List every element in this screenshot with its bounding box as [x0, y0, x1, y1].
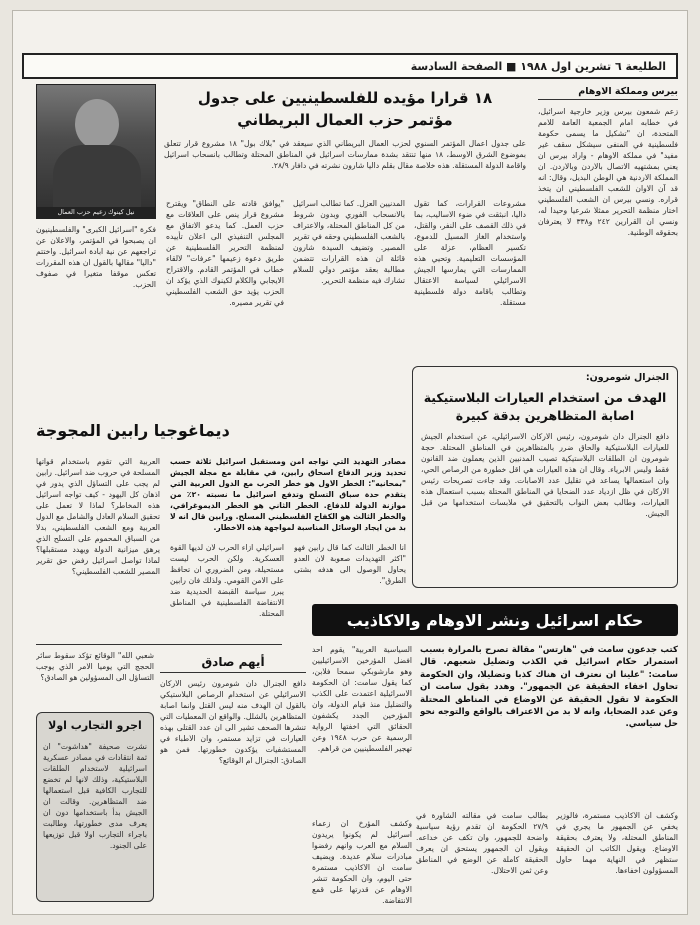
sidebar-illusions	[538, 84, 678, 358]
salaries-headline: اجرو التجارب اولا	[48, 719, 142, 732]
shomron-headline-2: اصابة المتظاهرين بدقة كبيرة	[455, 408, 635, 423]
main-story-body-1: على جدول اعمال المؤتمر السنوي لحزب العمال البريطاني الذي سيعقد في "بلاك بول" ١٨ مشروع قرار تتعلق بموضوع الشرق الاوسط، ١٨ منها تنتقد بشدة ممارسات اسرائيل في المناطق المحتلة وتطالب بانسحاب اسرائيل واقامة الدولة المستقلة. هذه خلاصة مقال بقلم داليا شارون نشرته في دافار ٢٨/٩.	[164, 139, 526, 170]
main-story-body-3: المدنيين العزل. كما تطالب اسرائيل بالانسحاب الفوري وبدون شروط من كل المناطق المحتلة، والاعتراف بالشعب الفلسطيني وحقه في تقرير المصير. وتضيف السيدة شارون قائلة ان هذه القرارات تتضمن مطالبة بعقد مؤتمر دولي للسلام تشارك فيه منظمة التحرير.	[293, 199, 405, 285]
main-story-body-5: فكرة "اسرائيل الكبرى" والفلسطينيون ان يصبحوا في المؤتمر، والاعلان عن تراجعهم عن نية ابادة اسرائيل. واختتم "داليا" مقالها بالقول ان هذه المقررات تعكس موقفا متغيرا في صفوف الحزب.	[36, 225, 156, 289]
salaries-box	[36, 712, 154, 902]
shomron-box	[412, 366, 678, 588]
shomron-body: دافع الجنرال دان شومرون، رئيس الاركان الاسرائيلي، عن استخدام الجيش للعيارات البلاستيكية والحاق ضرر بالمتظاهرين في المناطق المحتلة. حجة شومرون ان الطلقات البلاستيكية تصيب المدنيين الذين يعملون ضد القانون فقط وليس الابرياء. وقال ان هذه العيارات هي اقل خطورة من الرصاص الحي، وان استعمالها يساعد في تقليل عدد الاصابات. وقد جاءت تصريحات رئيس الاركان في ظل ازدياد عدد الضحايا في المناطق المحتلة بسبب استعمال هذه العيارات، وطالب بعض النواب بالتحقيق في ملابسات استخدامها من قبل الجيش.	[421, 432, 669, 518]
main-story	[160, 88, 530, 388]
rulers-body-3: بطالب سامت في مقالته الشاورة في ٢٧/٩ الحكومة ان تقدم رؤية سياسية واضحة للجمهور، وان تكف عن خداعه. ويقول ان الجمهور يستحق ان يعرف الحقيقة كاملة عن الوضع في المناطق وعن ثمن الاحتلال.	[416, 811, 548, 875]
rabin-body-1: انا الخطر الثالث كما قال رابين فهو "اكثر التهديدات صعوبة لان العدو يحاول الوصول الى هدفه بشتى الطرق".	[294, 543, 406, 585]
running-header-text: الطليعة ٦ تشرين اول ١٩٨٨ ■ الصفحة السادسة	[410, 59, 666, 73]
photo-caption: نيل كينوك زعيم حزب العمال	[37, 207, 155, 218]
rulers-banner	[312, 604, 678, 636]
page-running-header	[22, 53, 678, 79]
bottom-story-body: وكشف ان الاكاذيب مستمرة، فالوزير يخفي عن الجمهور ما يجري في المناطق المحتلة، ولا يعترف بحقيقة الاوضاع. ويقول الكاتب ان الحقيقة ستظهر في النهاية مهما حاول المسؤولون اخفاءها.	[556, 811, 678, 875]
alert-headline: أيهم صادق	[160, 654, 306, 673]
salaries-body: نشرت صحيفة "هداشوت" ان ثمة انتقادات في مصادر عسكرية اسرائيلية لاستخدام الطلقات البلاستيكية، وذلك لانها لم تخضع للتجارب الكافية قبل استعمالها ضد المتظاهرين. وقالت ان الجيش بدأ باستخدامها دون ان يعرف مدى خطورتها، وطالبت باجراء التجارب اولا قبل توزيعها على الجنود.	[43, 742, 147, 850]
photo-figure-body	[53, 145, 141, 215]
rabin-body-2: العربية التي تقوم باستخدام قواتها المسلحة في حروب ضد اسرائيل. رابين لم يجب على التساؤل الذي يدور في اذهان كل اليهود - كيف تواجه اسرائيل هذه المخاطر؟ لماذا لا تعمل على تحقيق السلام العادل والشامل مع الدول العربية ومع الشعب الفلسطيني، بدلا من السباق المحموم على التسلح الذي يرهق ميزانية الدولة ويهدد مستقبلها؟ لماذا تواصل اسرائيل رفض حق تقرير المصير للشعب الفلسطيني؟	[36, 457, 160, 576]
main-story-headline-1: ١٨ قرارا مؤيده للفلسطينيين على جدول	[197, 89, 493, 107]
rulers-body-1: السياسية العربية" يقوم احد افضل المؤرخين الاسرائيليين وهو مارشوبكي سمحا فلابن، كما يقول سامت: ان الحكومة الاسرائيلية اعتمدت على الكذب والتضليل منذ قيام الدولة، وان المؤرخين الجدد يكشفون الحقائق التي اخفتها الرواية الرسمية عن حرب ١٩٤٨ وعن تهجير الفلسطينيين من قراهم.	[312, 645, 412, 753]
shomron-label: الجنرال شومرون:	[585, 372, 669, 383]
main-story-headline-2: مؤتمر حزب العمال البريطاني	[237, 111, 453, 129]
rabin-body-3: اسرائيلي ازاء الحرب لان لديها القوة العسكرية. ولكن الحرب ليست مستحيلة، ومن الضروري ان تحافظ على الامن القومي. ولذلك فان رابين يبرر سياسة القبضة الحديدية ضد الانتفاضة الفلسطينية في المناطق المحتلة.	[170, 543, 284, 618]
sidebar-illusions-body: زعم شمعون بيرس وزير خارجية اسرائيل، في خطابه امام الجمعية العامة للامم المتحدة، ان "تشكيل ما يسمى حكومة فلسطينية في المنفى سيشكل سقف غير مفيد" في مملكة الاوهام - واراد بيرس ان يعني بمشتهيه الاتصال بالاردن وبالاردن. ان المملكة الاردنية هي الوطن البديل، وقال: انه قد آن الاوان للشعب الفلسطيني ان يتخذ قراره. ونسي بيرس ان الشعب الفلسطيني اختار منظمة التحرير ممثلا شرعيا وحيدا له، ونسي ان القرارين ٢٤٢ و٣٣٨ لا يعترفان بحقوقه الوطنية.	[538, 107, 678, 237]
rabin-lead: مصادر التهديد التي تواجه امن ومستقبل اسرائيل ثلاثة حسب تحديد وزير الدفاع اسحاق رابين، في مقابلة مع مجلة الجيش "بمحانيه": الخطر الاول هو خطر الحرب مع الدول العربية التي يتقدم حدة سباق التسلح وتدفع اسرائيل ما نسبته ٢٠٪ من موازنة الدولة للدفاع. الخطر الثاني هو الخطر الديموغرافي، والخطر الثالث هو الكفاح الفلسطيني المسلح. ورابين قال انه لا بد من ايجاد الوسائل المناسبة لمواجهة هذه الاخطار.	[170, 457, 406, 532]
rulers-banner-text: حكام اسرائيل ونشر الاوهام والاكاذيب	[346, 610, 644, 630]
sidebar-illusions-label: بيرس ومملكة الاوهام	[538, 86, 678, 100]
rabin-headline: ديماغوجيا رابين المجوجة	[36, 421, 230, 440]
rulers-lead: كتب جدعون سامت في "هارتس" مقالة تصرح بالمرارة بسبب استمرار حكام اسرائيل في الكذب وتضليل شعبهم. قال سامت: "علينا ان نعترف ان هناك كذبا وتضليلا، وان الحكومة تحاول اخفاء الحقيقة عن الجمهور". وهدد بقول سامت ان الحكومة لا تقول الحقيقة عن الاوضاع في المناطق المحتلة وعن عدد الضحايا، وانه لا بد من الاعتراف بالواقع والتوجه نحو حل سياسي.	[420, 645, 678, 730]
photo-figure-head	[75, 99, 119, 149]
kinnock-photo	[36, 84, 156, 219]
main-story-body-2: مشروعات القرارات، كما تقول داليا، انبثقت في ضوء الاساليب، بما في ذلك القصف على النفر، والقتل، واستخدام الغاز المسيل للدموع، تكسير العظام، عزلة على المؤسسات التعليمية. وتحيي هذه الممارسات التي يمارسها الجيش الاسرائيلي لسياسة الاعتقال وتطالب باقامة دولة فلسطينية مستقلة.	[414, 199, 526, 307]
alert-intro: شعبي الله" الوقائع تؤكد سقوط سائر الحجج التي يوميا الامر الذي يوجب التساؤل الى المسؤولين هو الصادق؟	[36, 651, 154, 682]
rulers-body-2: وكشف المؤرخ ان زعماء اسرائيل لم يكونوا يريدون السلام مع العرب وانهم رفضوا مبادرات سلام عديدة. ويضيف سامت ان الاكاذيب مستمرة حتى اليوم، وان الحكومة تنشر الاوهام عن قدرتها على قمع الانتفاضة.	[312, 819, 412, 905]
divider-rule	[36, 644, 282, 645]
alert-body: دافع الجنرال دان شومرون رئيس الاركان الاسرائيلي عن استخدام الرصاص البلاستيكي بالقول ان الهدف منه ليس القتل وانما اصابة المتظاهرين بالشلل. والواقع ان المعطيات التي تنشرها الصحف تشير الى ان عدد القتلى بهذه العيارات في تزايد مستمر، وان الاطباء في المستشفيات يؤكدون خطورتها. فمن هو الصادق: الجنرال ام الوقائع؟	[160, 679, 306, 765]
main-story-body-4: "يوافق قادته على النطاق" ويقترح مشروع قرار ينص على العلاقات مع حزب العمل. كما يدعو الاتفاق مع المجلس التنفيذي الى اعلان تأييده لمنظمة التحرير الفلسطينية عن طريق دعوة زعيمها "عرفات" لالقاء خطاب في المؤتمر القادم. والاقتراح الايجابي والكلام لكينوك الذي يؤكد ان الحزب يؤيد حق الشعب الفلسطيني في تقرير مصيره.	[166, 199, 284, 307]
shomron-headline-1: الهدف من استخدام العيارات البلاستيكية	[423, 390, 667, 405]
